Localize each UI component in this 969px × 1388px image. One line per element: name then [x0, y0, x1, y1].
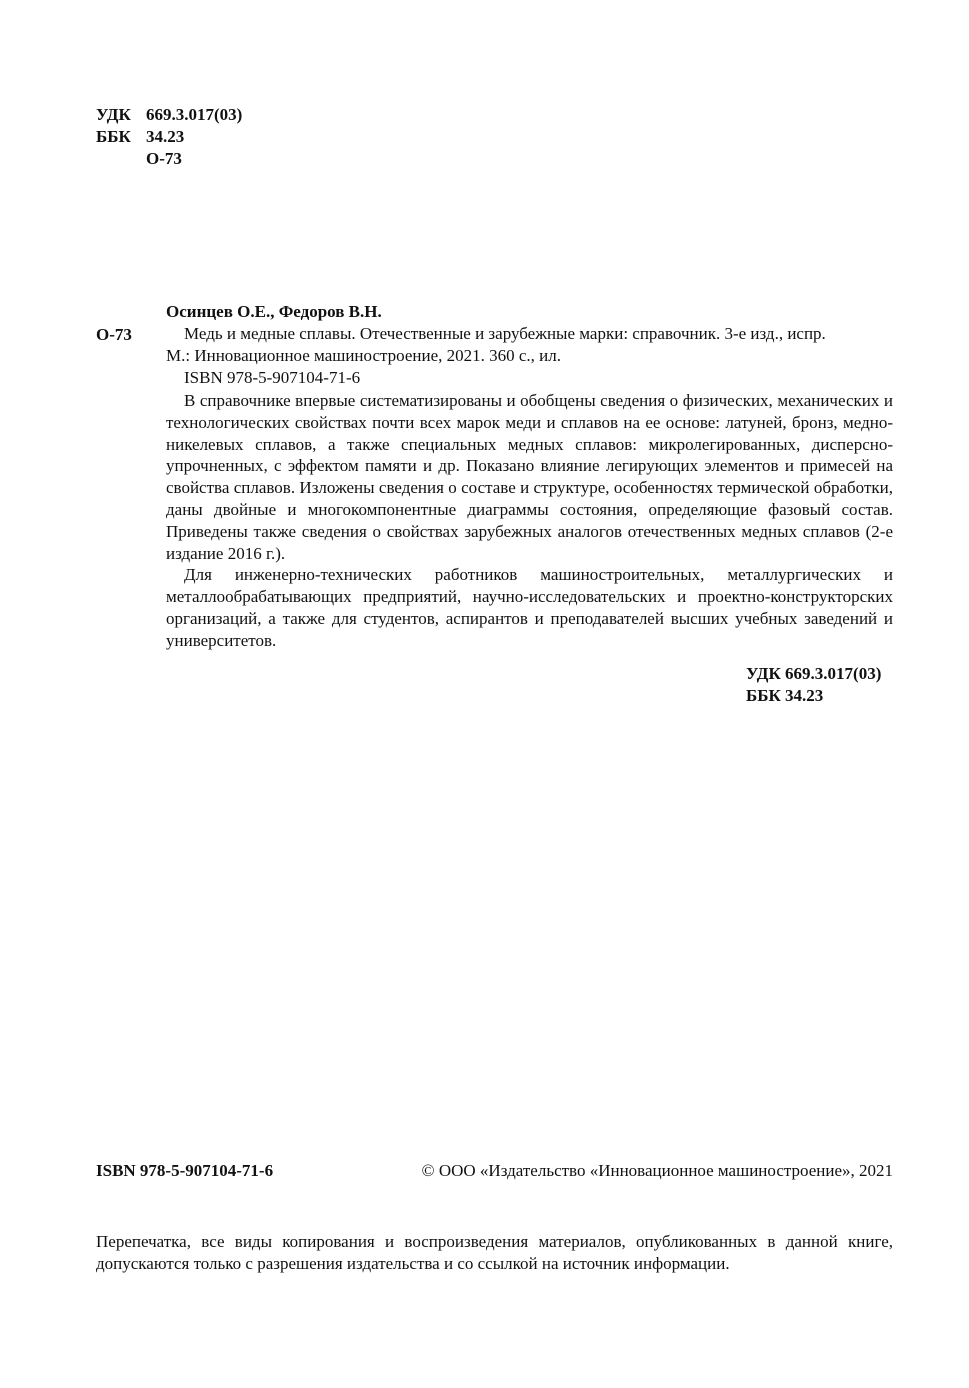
udk-value: 669.3.017(03) [146, 105, 243, 124]
bbk-label: ББК [96, 127, 131, 146]
abstract-paragraph-1: В справочнике впервые систематизированы и обобщены сведения о физических, механических и технологических свойствах почти всех марок меди и сплавов на ее основе: латуней, бронз, медно-никелевых сплавов, а также специальных медных сплавов: микролегированных, дисперсно-упрочненных, с эффектом памяти и др. Показано влияние легирующих элементов и примесей на свойства сплавов. Изложены сведения о составе и структуре, особенностях термической обработки, даны двойные и многокомпонентные диаграммы состояния, определяющие фазовый состав. Приведены также сведения о свойствах зарубежных аналогов отечественных медных сплавов (2-е издание 2016 г.). [166, 391, 893, 563]
publisher-line: М.: Инновационное машиностроение, 2021. 360 с., ил. [166, 346, 562, 365]
bbk-row [96, 126, 242, 148]
author-sign: О-73 [96, 325, 132, 344]
authors: Осинцев О.Е., Федоров В.Н. [166, 302, 382, 321]
bbk-value: 34.23 [146, 127, 185, 146]
udk-label: УДК [96, 105, 131, 124]
footer-isbn: ISBN 978-5-907104-71-6 [96, 1161, 274, 1180]
bottom-classification-block [746, 663, 881, 707]
author-sign-row [96, 148, 242, 170]
bibliography-isbn: ISBN 978-5-907104-71-6 [184, 368, 361, 387]
copyright-line: © ООО «Издательство «Инновационное машиностроение», 2021 [421, 1161, 893, 1180]
bottom-bbk: ББК 34.23 [746, 686, 824, 705]
abstract-paragraph-2: Для инженерно-технических работников машиностроительных, металлургических и металлообрабатывающих предприятий, научно-исследовательских и проектно-конструкторских организаций, а также для студентов, аспирантов и преподавателей высших учебных заведений и университетов. [166, 565, 893, 650]
top-classification-block [96, 104, 242, 170]
top-author-sign: О-73 [146, 149, 182, 168]
reprint-notice: Перепечатка, все виды копирования и воспроизведения материалов, опубликованных в данной книге, допускаются только с разрешения издательства и со ссылкой на источник информации. [96, 1232, 893, 1273]
title-line: Медь и медные сплавы. Отечественные и зарубежные марки: справочник. 3-е изд., испр. [184, 324, 826, 343]
abstract [166, 390, 893, 652]
bottom-udk: УДК 669.3.017(03) [746, 664, 882, 683]
udk-row [96, 104, 242, 126]
